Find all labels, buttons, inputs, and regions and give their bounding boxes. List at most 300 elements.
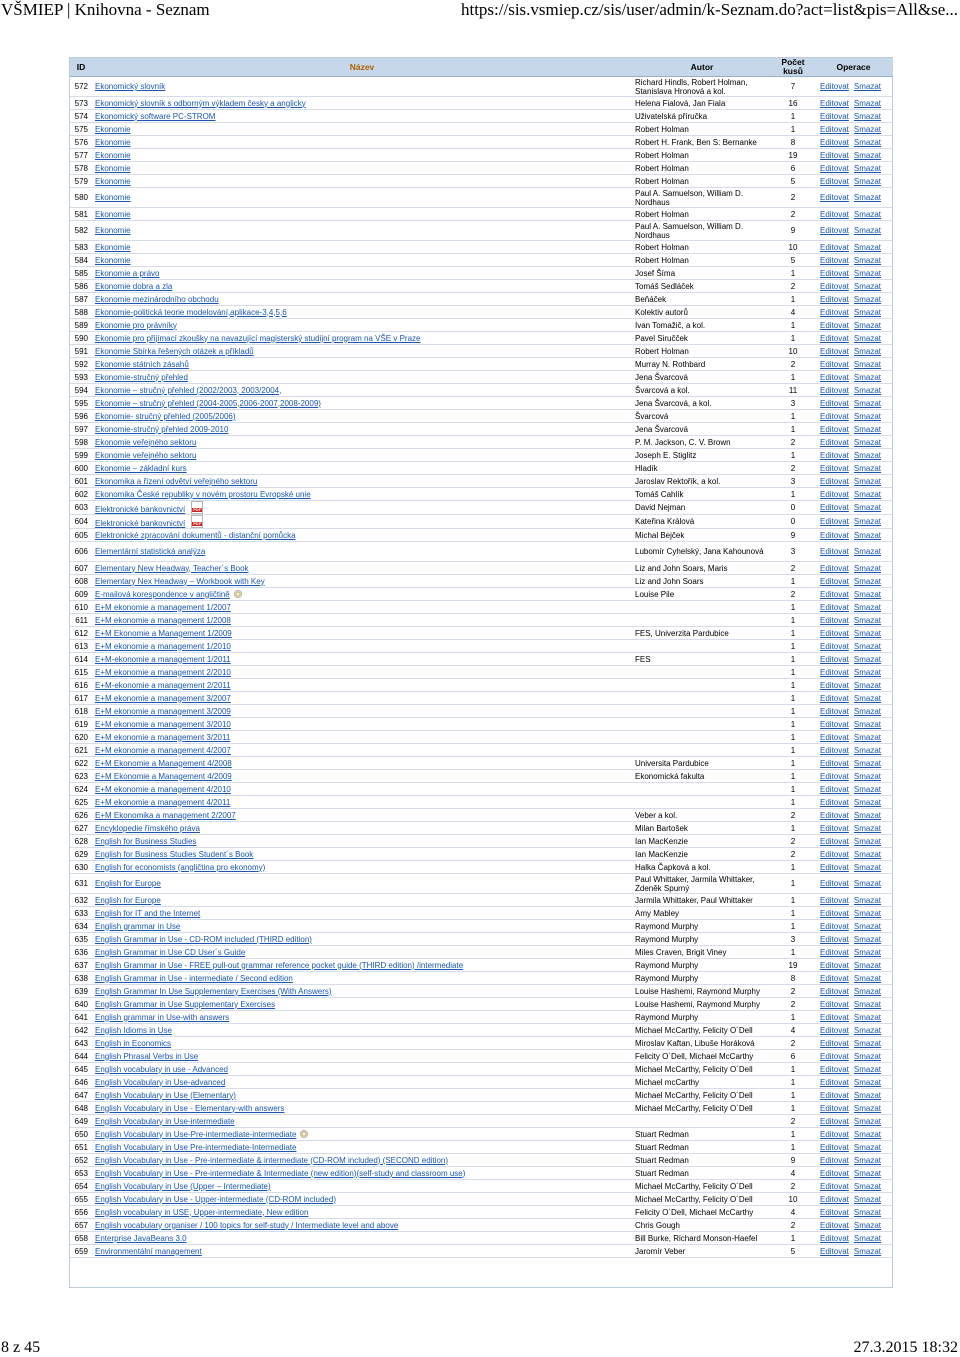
book-title-link[interactable]: Ekonomie [95,193,131,202]
edit-link[interactable]: Editovat [820,823,849,833]
book-title-link[interactable]: English for economists (angličtina pro ekonomy) [95,862,266,872]
delete-link[interactable]: Smazat [853,476,882,486]
delete-link[interactable]: Smazat [853,82,882,91]
row-author: Ian MacKenzie [632,835,772,848]
book-title-link[interactable]: E+M ekonomie a management 3/2011 [95,732,231,742]
row-operations [814,653,893,666]
book-title-link[interactable]: E+M ekonomie a management 4/2007 [95,745,231,755]
book-title-link[interactable]: Ekonomie veřejného sektoru [95,437,197,447]
book-title-link[interactable]: E+M ekonomie a management 3/2007 [95,693,231,703]
delete-link[interactable]: Smazat [853,489,882,499]
delete-link[interactable]: Smazat [853,1103,882,1113]
edit-link[interactable]: Editovat [820,333,849,343]
delete-link[interactable]: Smazat [853,732,882,742]
edit-link[interactable]: Editovat [820,693,849,703]
edit-link[interactable]: Editovat [820,810,849,820]
delete-link[interactable]: Smazat [853,1038,882,1048]
edit-link[interactable]: Editovat [820,424,849,434]
row-id: 658 [70,1232,92,1245]
row-operations [814,861,893,874]
edit-link[interactable]: Editovat [820,281,849,291]
book-title-link[interactable]: Ekonomika a řízení odvětví veřejného sektoru [95,476,258,486]
book-title-link[interactable]: English Grammar In Use Supplementary Exercises (With Answers) [95,986,332,996]
delete-link[interactable]: Smazat [853,947,882,957]
delete-link[interactable]: Smazat [853,758,882,768]
edit-link[interactable]: Editovat [820,1090,849,1100]
delete-link[interactable]: Smazat [853,268,882,278]
delete-link[interactable]: Smazat [853,879,882,888]
delete-link[interactable]: Smazat [853,960,882,970]
delete-link[interactable]: Smazat [853,1025,882,1035]
row-operations [814,1180,893,1193]
delete-link[interactable]: Smazat [853,810,882,820]
delete-link[interactable]: Smazat [853,209,882,219]
book-title-link[interactable]: English Vocabulary in Use (Upper – Intermediate) [95,1181,271,1191]
delete-link[interactable]: Smazat [853,602,882,612]
delete-link[interactable]: Smazat [853,797,882,807]
edit-link[interactable]: Editovat [820,758,849,768]
delete-link[interactable]: Smazat [853,398,882,408]
delete-link[interactable]: Smazat [853,563,882,573]
book-title-link[interactable]: E+M ekonomie a management 2/2010 [95,667,231,677]
edit-link[interactable]: Editovat [820,641,849,651]
book-title-link[interactable]: Ekonomie-politická teorie modelování,aplikace-3,4,5,6 [95,307,287,317]
book-title-link[interactable]: Ekonomický slovník [95,82,166,91]
edit-link[interactable]: Editovat [820,986,849,996]
book-title-link[interactable]: English Vocabulary in Use - Pre-intermediate & intermediate (CD-ROM included) (SECOND edition) [95,1155,449,1165]
delete-link[interactable]: Smazat [853,908,882,918]
row-count: 1 [772,718,814,731]
header-name[interactable]: Název [92,58,632,77]
delete-link[interactable]: Smazat [853,320,882,330]
edit-link[interactable]: Editovat [820,1038,849,1048]
book-title-link[interactable]: E+M Ekonomie a Management 4/2009 [95,771,232,781]
book-title-link[interactable]: English Grammar in Use Supplementary Exercises [95,999,276,1009]
edit-link[interactable]: Editovat [820,476,849,486]
edit-link[interactable]: Editovat [820,1051,849,1061]
book-title-link[interactable]: Encyklopedie římského práva [95,823,200,833]
delete-link[interactable]: Smazat [853,359,882,369]
book-title-link[interactable]: Ekonomie [95,226,131,235]
edit-link[interactable]: Editovat [820,1012,849,1022]
book-title-link[interactable]: Ekonomie – stručný přehled (2002/2003, 2003/2004, [95,385,282,395]
edit-link[interactable]: Editovat [820,346,849,356]
edit-link[interactable]: Editovat [820,242,849,252]
book-title-link[interactable]: E+M Ekonomika a management 2/2007 [95,810,236,820]
delete-link[interactable]: Smazat [853,1246,882,1256]
edit-link[interactable]: Editovat [820,359,849,369]
row-id: 575 [70,123,92,136]
edit-link[interactable]: Editovat [820,706,849,716]
book-title-link[interactable]: English in Economics [95,1038,172,1048]
book-title-link[interactable]: English vocabulary in use - Advanced [95,1064,228,1074]
edit-link[interactable]: Editovat [820,934,849,944]
book-title-link[interactable]: E+M ekonomie a management 4/2010 [95,784,231,794]
book-title-link[interactable]: E+M Ekonomie a Management 1/2009 [95,628,232,638]
table-row [70,397,893,410]
edit-link[interactable]: Editovat [820,628,849,638]
book-title-link[interactable]: Ekonomie [95,176,131,186]
edit-link[interactable]: Editovat [820,797,849,807]
delete-link[interactable]: Smazat [853,255,882,265]
row-id: 616 [70,679,92,692]
edit-link[interactable]: Editovat [820,163,849,173]
delete-link[interactable]: Smazat [853,745,882,755]
edit-link[interactable]: Editovat [820,602,849,612]
edit-link[interactable]: Editovat [820,680,849,690]
edit-link[interactable]: Editovat [820,1129,849,1139]
edit-link[interactable]: Editovat [820,973,849,983]
edit-link[interactable]: Editovat [820,1142,849,1152]
edit-link[interactable]: Editovat [820,1194,849,1204]
delete-link[interactable]: Smazat [853,137,882,147]
table-row [70,1089,893,1102]
edit-link[interactable]: Editovat [820,576,849,586]
book-title-link[interactable]: E+M ekonomie a management 1/2010 [95,641,231,651]
row-name-cell [92,306,632,319]
edit-link[interactable]: Editovat [820,862,849,872]
delete-link[interactable]: Smazat [853,921,882,931]
delete-link[interactable]: Smazat [853,1181,882,1191]
table-row [70,436,893,449]
delete-link[interactable]: Smazat [853,1233,882,1243]
print-datetime: 27.3.2015 18:32 [853,1339,958,1356]
book-title-link[interactable]: English Grammar in Use - FREE pull-out grammar reference pocket guide (THIRD edition) /intermediate [95,960,464,970]
edit-link[interactable]: Editovat [820,1116,849,1126]
book-title-link[interactable]: Ekonomie [95,137,131,147]
book-title-link[interactable]: English for Europe [95,879,161,888]
book-title-link[interactable]: English for Business Studies [95,836,197,846]
book-title-link[interactable]: English Vocabulary in Use - Elementary-with answers [95,1103,285,1113]
book-title-link[interactable]: English Vocabulary in Use - Upper-intermediate (CD-ROM included) [95,1194,336,1204]
delete-link[interactable]: Smazat [853,176,882,186]
edit-link[interactable]: Editovat [820,226,849,235]
edit-link[interactable]: Editovat [820,193,849,202]
row-name-cell [92,515,632,529]
book-title-link[interactable]: Elektronické bankovnictví [95,519,186,528]
book-title-link[interactable]: English for Business Studies Student´s Book [95,849,254,859]
delete-link[interactable]: Smazat [853,706,882,716]
book-title-link[interactable]: Ekonomie [95,209,131,219]
delete-link[interactable]: Smazat [853,628,882,638]
delete-link[interactable]: Smazat [853,836,882,846]
edit-link[interactable]: Editovat [820,615,849,625]
edit-link[interactable]: Editovat [820,137,849,147]
edit-link[interactable]: Editovat [820,1207,849,1217]
edit-link[interactable]: Editovat [820,398,849,408]
edit-link[interactable]: Editovat [820,411,849,421]
book-title-link[interactable]: E+M-ekonomie a management 1/2011 [95,654,231,664]
book-title-link[interactable]: Ekonomie [95,163,131,173]
book-title-link[interactable]: Ekonomie – stručný přehled (2004-2005,2006-2007,2008-2009) [95,398,321,408]
book-title-link[interactable]: Ekonomie Sbírka řešených otázek a příkladů [95,346,254,356]
delete-link[interactable]: Smazat [853,124,882,134]
delete-link[interactable]: Smazat [853,1168,882,1178]
row-id: 640 [70,998,92,1011]
edit-link[interactable]: Editovat [820,547,849,556]
book-title-link[interactable]: English Vocabulary in Use-Pre-intermediate-intermediate [95,1129,297,1139]
delete-link[interactable]: Smazat [853,771,882,781]
book-title-link[interactable]: English grammar in Use [95,921,181,931]
row-count: 1 [772,894,814,907]
edit-link[interactable]: Editovat [820,372,849,382]
delete-link[interactable]: Smazat [853,333,882,343]
book-title-link[interactable]: English Vocabulary in Use-intermediate [95,1116,235,1126]
book-title-link[interactable]: Enterprise JavaBeans 3.0 [95,1233,187,1243]
row-operations [814,529,893,542]
edit-link[interactable]: Editovat [820,1025,849,1035]
book-title-link[interactable]: E+M-ekonomie a management 2/2011 [95,680,231,690]
book-title-link[interactable]: English for IT and the Internet [95,908,201,918]
row-name-cell [92,149,632,162]
delete-link[interactable]: Smazat [853,667,882,677]
book-title-link[interactable]: Ekonomie- stručný přehled (2005/2006) [95,411,236,421]
edit-link[interactable]: Editovat [820,908,849,918]
delete-link[interactable]: Smazat [853,823,882,833]
edit-link[interactable]: Editovat [820,517,849,526]
book-title-link[interactable]: English Grammar in Use - CD-ROM included (THIRD edition) [95,934,312,944]
delete-link[interactable]: Smazat [853,1077,882,1087]
delete-link[interactable]: Smazat [853,1129,882,1139]
edit-link[interactable]: Editovat [820,654,849,664]
edit-link[interactable]: Editovat [820,489,849,499]
cd-attachment-icon[interactable] [300,1130,308,1138]
row-author [632,1115,772,1128]
edit-link[interactable]: Editovat [820,307,849,317]
book-title-link[interactable]: Elektronické zpracování dokumentů - distanční pomůcka [95,530,296,540]
book-title-link[interactable]: English Idioms in Use [95,1025,172,1035]
edit-link[interactable]: Editovat [820,111,849,121]
book-title-link[interactable]: E+M ekonomie a management 4/2011 [95,797,231,807]
edit-link[interactable]: Editovat [820,771,849,781]
edit-link[interactable]: Editovat [820,176,849,186]
row-count: 5 [772,175,814,188]
delete-link[interactable]: Smazat [853,1012,882,1022]
edit-link[interactable]: Editovat [820,719,849,729]
delete-link[interactable]: Smazat [853,294,882,304]
edit-link[interactable]: Editovat [820,437,849,447]
pdf-file-icon[interactable] [191,501,203,514]
book-title-link[interactable]: E+M ekonomie a management 1/2008 [95,615,231,625]
book-title-link[interactable]: Ekonomie [95,242,131,252]
edit-link[interactable]: Editovat [820,124,849,134]
delete-link[interactable]: Smazat [853,862,882,872]
edit-link[interactable]: Editovat [820,999,849,1009]
delete-link[interactable]: Smazat [853,641,882,651]
edit-link[interactable]: Editovat [820,385,849,395]
book-title-link[interactable]: Elektronické bankovnictví [95,505,186,514]
book-title-link[interactable]: English Grammar in Use CD User´s Guide [95,947,246,957]
book-title-link[interactable]: Ekonomie [95,124,131,134]
book-title-link[interactable]: Ekonomie [95,150,131,160]
book-title-link[interactable]: Environmentální management [95,1246,202,1256]
book-title-link[interactable]: Ekonomie pro přijímací zkoušky na navazující magisterský studijní program na VŠE v Praze [95,333,421,343]
row-name-cell [92,757,632,770]
pdf-file-icon[interactable] [191,515,203,528]
delete-link[interactable]: Smazat [853,654,882,664]
book-title-link[interactable]: Ekonomický slovník s odborným výkladem česky a anglicky [95,98,306,108]
row-id: 577 [70,149,92,162]
edit-link[interactable]: Editovat [820,784,849,794]
delete-link[interactable]: Smazat [853,150,882,160]
delete-link[interactable]: Smazat [853,372,882,382]
book-title-link[interactable]: E+M ekonomie a management 3/2010 [95,719,231,729]
row-id: 591 [70,345,92,358]
book-title-link[interactable]: English Vocabulary in Use-advanced [95,1077,226,1087]
print-page-title: VŠMIEP | Knihovna - Seznam [1,0,210,19]
book-title-link[interactable]: Elementary New Headway, Teacher´s Book [95,563,249,573]
book-title-link[interactable]: Ekonomie-stručný přehled [95,372,188,382]
edit-link[interactable]: Editovat [820,1220,849,1230]
delete-link[interactable]: Smazat [853,693,882,703]
book-title-link[interactable]: Ekonomie a právo [95,268,160,278]
delete-link[interactable]: Smazat [853,111,882,121]
delete-link[interactable]: Smazat [853,463,882,473]
delete-link[interactable]: Smazat [853,98,882,108]
edit-link[interactable]: Editovat [820,150,849,160]
delete-link[interactable]: Smazat [853,1051,882,1061]
edit-link[interactable]: Editovat [820,503,849,512]
edit-link[interactable]: Editovat [820,255,849,265]
edit-link[interactable]: Editovat [820,667,849,677]
edit-link[interactable]: Editovat [820,1064,849,1074]
edit-link[interactable]: Editovat [820,836,849,846]
delete-link[interactable]: Smazat [853,226,882,235]
delete-link[interactable]: Smazat [853,1142,882,1152]
delete-link[interactable]: Smazat [853,1064,882,1074]
book-title-link[interactable]: Ekonomie dobra a zla [95,281,173,291]
delete-link[interactable]: Smazat [853,895,882,905]
edit-link[interactable]: Editovat [820,1233,849,1243]
cd-attachment-icon[interactable] [234,590,242,598]
book-title-link[interactable]: English Vocabulary in Use Pre-intermediate-Intermediate [95,1142,297,1152]
edit-link[interactable]: Editovat [820,1155,849,1165]
edit-link[interactable]: Editovat [820,960,849,970]
delete-link[interactable]: Smazat [853,576,882,586]
table-row [70,254,893,267]
book-title-link[interactable]: Ekonomický software PC-STROM [95,111,216,121]
book-title-link[interactable]: English vocabulary in USE, Upper-intermediate, New edition [95,1207,309,1217]
delete-link[interactable]: Smazat [853,999,882,1009]
edit-link[interactable]: Editovat [820,294,849,304]
delete-link[interactable]: Smazat [853,437,882,447]
book-title-link[interactable]: E+M ekonomie a management 3/2009 [95,706,231,716]
delete-link[interactable]: Smazat [853,424,882,434]
row-name-cell [92,542,632,562]
row-id: 585 [70,267,92,280]
row-author: Stuart Redman [632,1128,772,1141]
book-title-link[interactable]: Ekonomie pro právníky [95,320,177,330]
edit-link[interactable]: Editovat [820,745,849,755]
edit-link[interactable]: Editovat [820,849,849,859]
delete-link[interactable]: Smazat [853,281,882,291]
book-title-link[interactable]: Ekonomie-stručný přehled 2009-2010 [95,424,229,434]
delete-link[interactable]: Smazat [853,1194,882,1204]
delete-link[interactable]: Smazat [853,784,882,794]
delete-link[interactable]: Smazat [853,242,882,252]
delete-link[interactable]: Smazat [853,163,882,173]
edit-link[interactable]: Editovat [820,589,849,599]
delete-link[interactable]: Smazat [853,1220,882,1230]
edit-link[interactable]: Editovat [820,1103,849,1113]
delete-link[interactable]: Smazat [853,346,882,356]
row-count: 11 [772,384,814,397]
delete-link[interactable]: Smazat [853,193,882,202]
edit-link[interactable]: Editovat [820,921,849,931]
book-title-link[interactable]: E+M ekonomie a management 1/2007 [95,602,231,612]
edit-link[interactable]: Editovat [820,320,849,330]
delete-link[interactable]: Smazat [853,1207,882,1217]
delete-link[interactable]: Smazat [853,1155,882,1165]
edit-link[interactable]: Editovat [820,1077,849,1087]
book-title-link[interactable]: Ekonomie – základní kurs [95,463,187,473]
delete-link[interactable]: Smazat [853,934,882,944]
delete-link[interactable]: Smazat [853,849,882,859]
delete-link[interactable]: Smazat [853,385,882,395]
book-title-link[interactable]: English vocabulary organiser / 100 topics for self-study / Intermediate level and above [95,1220,399,1230]
delete-link[interactable]: Smazat [853,1090,882,1100]
book-title-link[interactable]: English Vocabulary in Use (Elementary) [95,1090,236,1100]
delete-link[interactable]: Smazat [853,719,882,729]
edit-link[interactable]: Editovat [820,450,849,460]
edit-link[interactable]: Editovat [820,563,849,573]
delete-link[interactable]: Smazat [853,517,882,526]
row-count: 1 [772,920,814,933]
edit-link[interactable]: Editovat [820,268,849,278]
edit-link[interactable]: Editovat [820,947,849,957]
book-title-link[interactable]: Elementary Nex Headway – Workbook with Key [95,576,265,586]
delete-link[interactable]: Smazat [853,450,882,460]
delete-link[interactable]: Smazat [853,307,882,317]
edit-link[interactable]: Editovat [820,530,849,540]
delete-link[interactable]: Smazat [853,680,882,690]
book-title-link[interactable]: English Grammar in Use - intermediate / Second edition [95,973,293,983]
delete-link[interactable]: Smazat [853,615,882,625]
edit-link[interactable]: Editovat [820,732,849,742]
delete-link[interactable]: Smazat [853,411,882,421]
book-title-link[interactable]: English Phrasal Verbs in Use [95,1051,199,1061]
delete-link[interactable]: Smazat [853,1116,882,1126]
book-title-link[interactable]: Elementární statistická analýza [95,547,206,556]
book-title-link[interactable]: Ekonomie veřejného sektoru [95,450,197,460]
book-title-link[interactable]: English for Europe [95,895,161,905]
delete-link[interactable]: Smazat [853,986,882,996]
book-title-link[interactable]: E-mailová korespondence v angličtině [95,589,230,599]
book-title-link[interactable]: Ekonomie mezinárodního obchodu [95,294,219,304]
book-title-link[interactable]: E+M Ekonomie a Management 4/2008 [95,758,232,768]
book-title-link[interactable]: English Vocabulary in Use - Pre-intermediate & Intermediate (new edition)(self-study and classroom use) [95,1168,466,1178]
edit-link[interactable]: Editovat [820,98,849,108]
edit-link[interactable]: Editovat [820,895,849,905]
book-title-link[interactable]: Ekonomika České republiky v novém prostoru Evropské unie [95,489,311,499]
delete-link[interactable]: Smazat [853,973,882,983]
edit-link[interactable]: Editovat [820,1181,849,1191]
edit-link[interactable]: Editovat [820,209,849,219]
edit-link[interactable]: Editovat [820,879,849,888]
book-title-link[interactable]: Ekonomie [95,255,131,265]
delete-link[interactable]: Smazat [853,530,882,540]
edit-link[interactable]: Editovat [820,463,849,473]
delete-link[interactable]: Smazat [853,547,882,556]
edit-link[interactable]: Editovat [820,1168,849,1178]
row-name-cell [92,946,632,959]
delete-link[interactable]: Smazat [853,503,882,512]
delete-link[interactable]: Smazat [853,589,882,599]
book-title-link[interactable]: Ekonomie státních zásahů [95,359,189,369]
book-title-link[interactable]: English grammar in Use-with answers [95,1012,230,1022]
edit-link[interactable]: Editovat [820,1246,849,1256]
edit-link[interactable]: Editovat [820,82,849,91]
